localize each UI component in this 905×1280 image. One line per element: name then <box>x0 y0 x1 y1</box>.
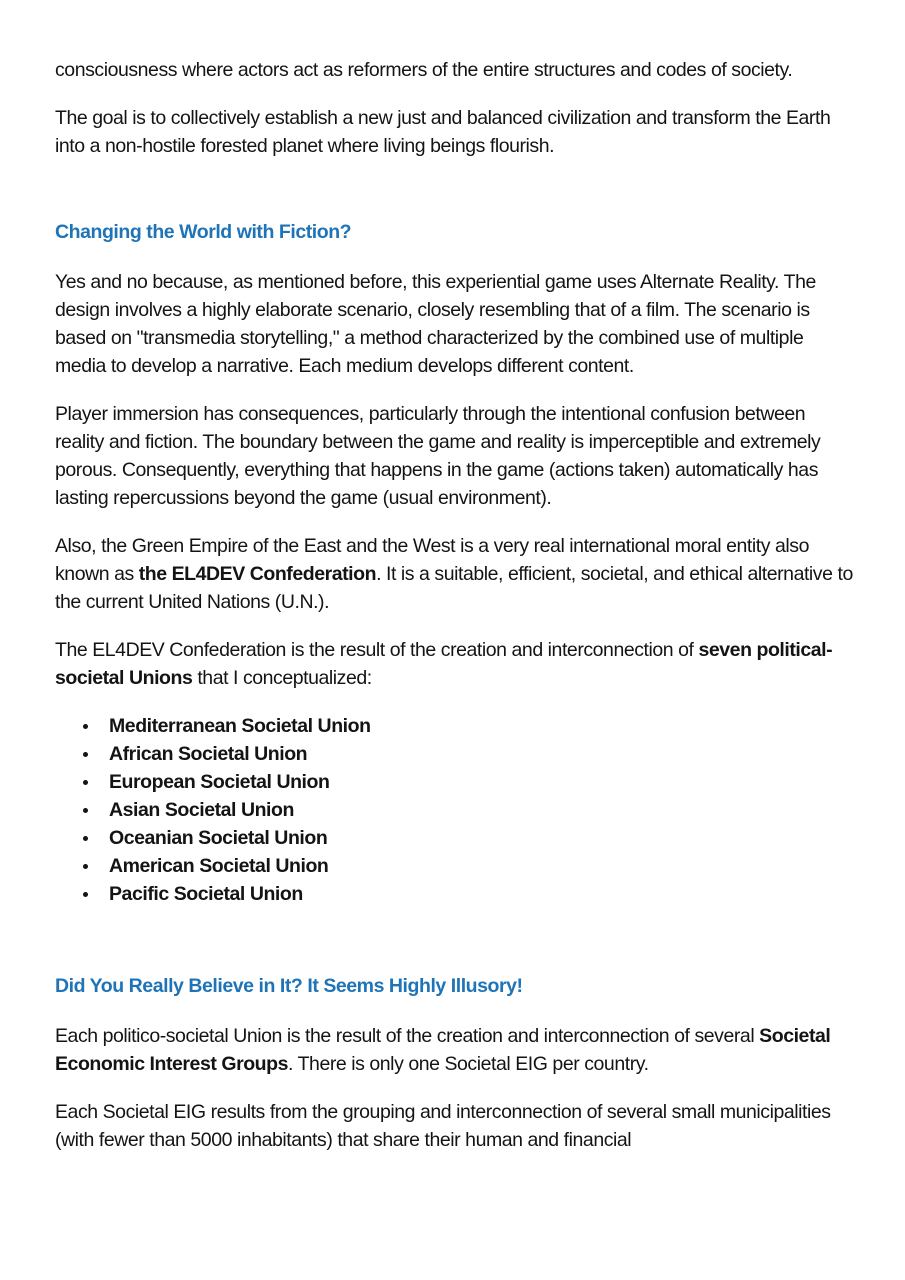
bullet-icon <box>83 864 88 869</box>
text-run: Each politico-societal Union is the result of the creation and interconnection of several <box>55 1025 760 1047</box>
document-page <box>55 56 855 1174</box>
paragraph-green-empire <box>55 532 855 616</box>
paragraph-goal: The goal is to collectively establish a new just and balanced civilization and transform the Earth into a non-hostile forested planet where living beings flourish. <box>55 107 831 157</box>
bold-text-run: the EL4DEV Confederation <box>138 563 377 585</box>
list-item <box>55 712 855 740</box>
list-item-label: European Societal Union <box>109 771 330 793</box>
list-item <box>55 740 855 768</box>
list-item-label: Asian Societal Union <box>109 799 294 821</box>
paragraph-player-immersion: Player immersion has consequences, particularly through the intentional confusion between reality and fiction. The boundary between the game and reality is imperceptible and extremely porous. Consequently, everything that happens in the game (actions taken) automatically has lasting repercussions beyond the game (usual environment). <box>55 403 821 509</box>
text-run: . It is a suitable, efficient, societal, and ethical alternative to the current United Nations (U.N.). <box>55 563 853 613</box>
paragraph-consciousness: consciousness where actors act as reformers of the entire structures and codes of society. <box>55 59 793 81</box>
bullet-icon <box>83 780 88 785</box>
text-run: that I conceptualized: <box>192 667 372 689</box>
list-item-label: Oceanian Societal Union <box>109 827 328 849</box>
section-heading-illusory: Did You Really Believe in It? It Seems Highly Illusory! <box>55 975 523 997</box>
text-run: The EL4DEV Confederation is the result of the creation and interconnection of <box>55 639 699 661</box>
bold-text-run: seven political-societal Unions <box>55 639 833 689</box>
bullet-icon <box>83 892 88 897</box>
text-run: Also, the Green Empire of the East and the West is a very real international moral entity also known as <box>55 535 809 585</box>
paragraph-el4dev-confederation <box>55 636 855 692</box>
bold-text-run: Societal Economic Interest Groups <box>55 1025 831 1075</box>
list-item-label: African Societal Union <box>109 743 308 765</box>
list-item-label: American Societal Union <box>109 855 329 877</box>
list-item <box>55 880 855 908</box>
bullet-icon <box>83 724 88 729</box>
list-item <box>55 824 855 852</box>
paragraph-societal-eig: Each Societal EIG results from the grouping and interconnection of several small municipalities (with fewer than 5000 inhabitants) that share their human and financial <box>55 1101 831 1151</box>
section-heading-changing-world: Changing the World with Fiction? <box>55 221 352 243</box>
list-item <box>55 796 855 824</box>
unions-list <box>55 712 855 908</box>
bullet-icon <box>83 752 88 757</box>
paragraph-politico-societal-union <box>55 1022 855 1078</box>
list-item <box>55 768 855 796</box>
list-item-label: Pacific Societal Union <box>109 883 303 905</box>
list-item-label: Mediterranean Societal Union <box>109 715 371 737</box>
list-item <box>55 852 855 880</box>
bullet-icon <box>83 836 88 841</box>
paragraph-alternate-reality: Yes and no because, as mentioned before, this experiential game uses Alternate Reality. The design involves a highly elaborate scenario, closely resembling that of a film. The scenario is based on "transmedia storytelling," a method characterized by the combined use of multiple media to develop a narrative. Each medium develops different content. <box>55 271 816 377</box>
text-run: . There is only one Societal EIG per country. <box>288 1053 649 1075</box>
bullet-icon <box>83 808 88 813</box>
